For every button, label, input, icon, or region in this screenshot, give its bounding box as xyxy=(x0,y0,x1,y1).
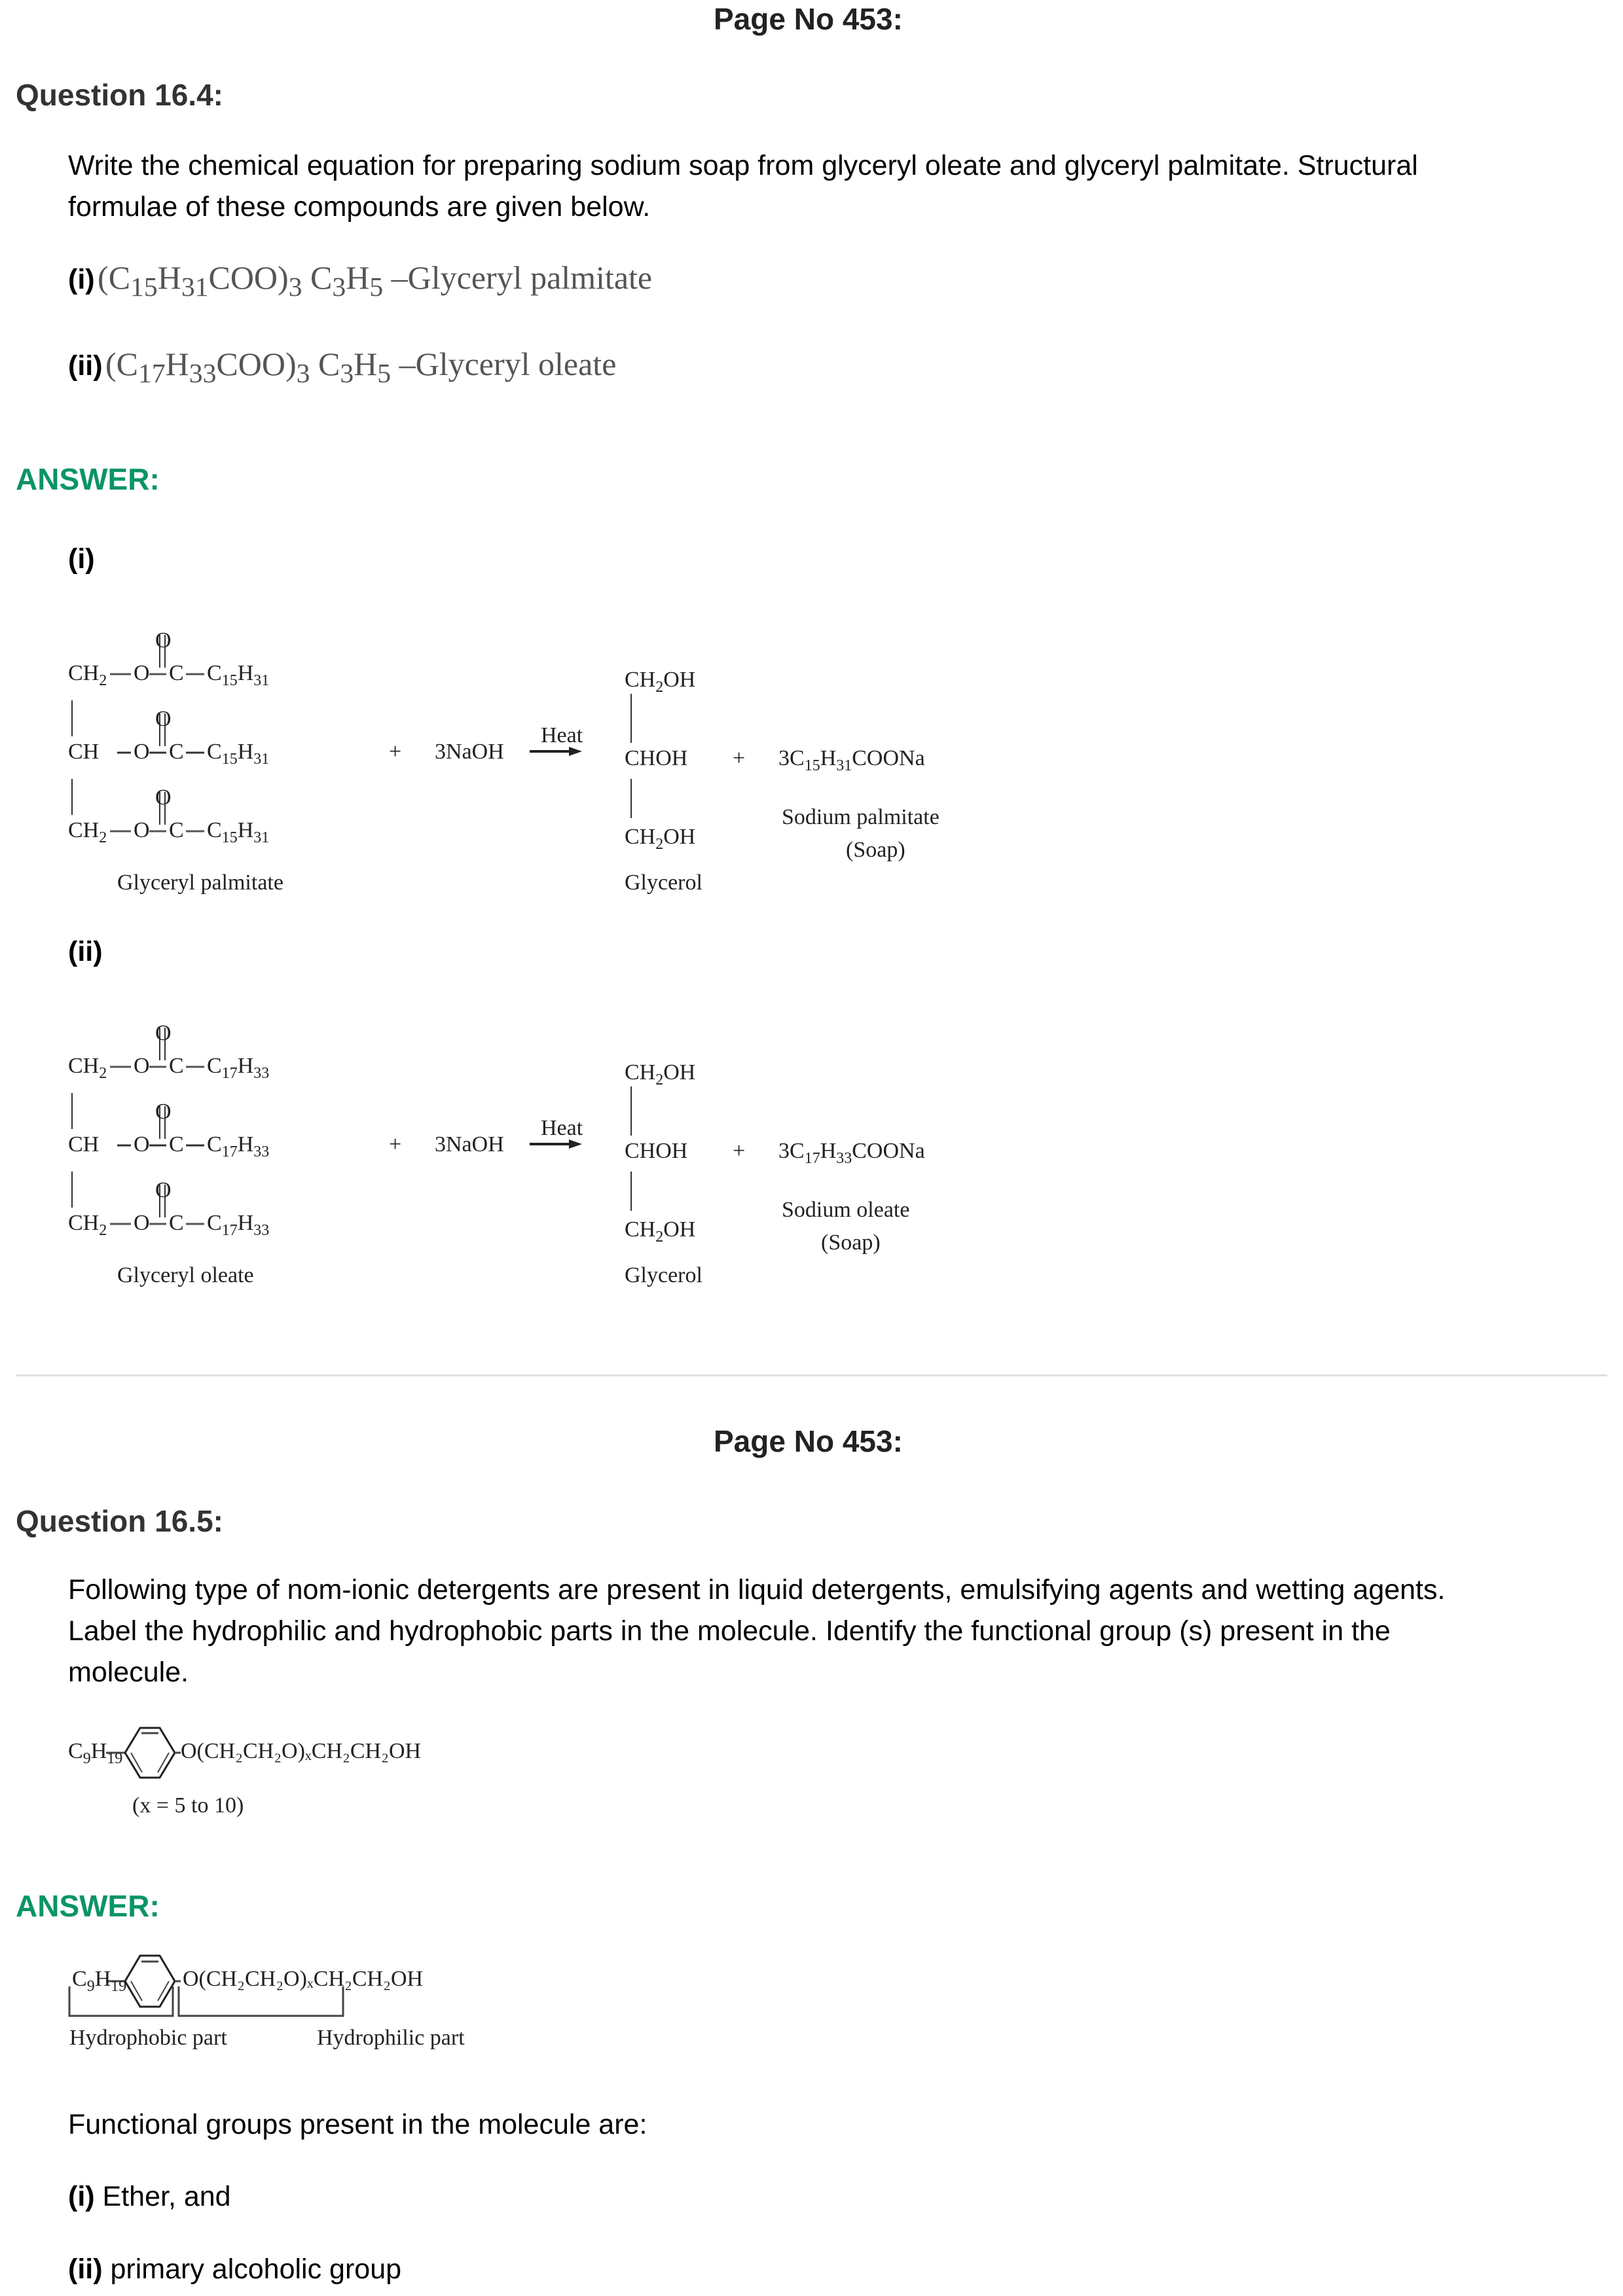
saponification-diagram-oleate: O O O $CH_2$ O C $C_{17}H_{33}$ CH O C $C_{17}H_{33}$ $CH_2$ O C $C_{17}H_{33}$ Glyceryl oleate + 3NaOH Heat $CH_2OH$ CHOH $CH_2OH$ Glycerol + $3C_{17}H_{33}COONa$ Sodium oleate (Soap) xyxy=(68,1001,985,1302)
question-text-line: Label the hydrophilic and hydrophobic parts in the molecule. Identify the functional group (s) present in the xyxy=(68,1615,1391,1647)
reactant-name: Glyceryl palmitate xyxy=(117,870,283,895)
formula-item-1 xyxy=(68,259,652,303)
reaction-condition: Heat xyxy=(541,723,583,747)
labeled-detergent-molecule: $C_9H_{19}$ O(CH₂CH₂O)ₓCH₂CH₂OH Hydrophobic part Hydrophilic part xyxy=(68,1937,592,2068)
formula-label: (ii) xyxy=(68,350,103,382)
question-title: Question 16.5: xyxy=(16,1504,223,1538)
formula-label: (i) xyxy=(68,264,95,295)
product-soap-note: (Soap) xyxy=(846,838,905,862)
answer-label: ANSWER: xyxy=(16,462,160,496)
formula-item-2 xyxy=(68,345,616,389)
question-title: Question 16.4: xyxy=(16,78,223,112)
product-soap-note: (Soap) xyxy=(821,1230,881,1255)
product-soap-name: Sodium palmitate xyxy=(782,805,939,829)
functional-group-item: (ii) primary alcoholic group xyxy=(68,2253,402,2285)
saponification-diagram-palmitate: O O O $CH_2$ O C $C_{15}H_{31}$ CH O C $C_{15}H_{31}$ $CH_2$ O C $C_{15}H_{31}$ Glyceryl palmitate + 3NaOH Heat $CH_2OH$ CHOH $CH_2OH$ Glycerol + $3C_{15}H_{31}COONa$ Sodium palmitate (Soap) xyxy=(68,609,985,910)
product-soap-formula: $3C_{17}H_{33}COONa$ xyxy=(778,1139,925,1167)
question-text-line: molecule. xyxy=(68,1657,189,1688)
answer-label: ANSWER: xyxy=(16,1889,160,1923)
product-glycerol-name: Glycerol xyxy=(625,1263,702,1287)
question-text-line: Write the chemical equation for preparing sodium soap from glyceryl oleate and glyceryl palmitate. Structural xyxy=(68,150,1418,181)
product-glycerol-name: Glycerol xyxy=(625,870,702,895)
page-number-header: Page No 453: xyxy=(714,2,903,36)
functional-group-item: (i) Ether, and xyxy=(68,2181,231,2212)
question-text xyxy=(68,1570,1445,1693)
molecule-note: (x = 5 to 10) xyxy=(132,1793,244,1818)
section-divider xyxy=(16,1374,1607,1376)
detergent-molecule: $C_9H_{19}$ O(CH₂CH₂O)ₓCH₂CH₂OH (x = 5 to 10) xyxy=(68,1712,592,1836)
hydrophobic-label: Hydrophobic part xyxy=(69,2026,227,2050)
reagent: 3NaOH xyxy=(435,1132,504,1157)
formula-glyceryl-palmitate: $(C_{15}H_{31}COO)_3$ $C_3H_5$ –Glyceryl palmitate xyxy=(98,259,653,302)
functional-groups-intro: Functional groups present in the molecule are: xyxy=(68,2109,647,2140)
product-soap-name: Sodium oleate xyxy=(782,1198,910,1222)
reactant-name: Glyceryl oleate xyxy=(117,1263,254,1287)
reaction-label: (ii) xyxy=(68,936,103,967)
page-number-header: Page No 453: xyxy=(714,1424,903,1458)
product-soap-formula: $3C_{15}H_{31}COONa$ xyxy=(778,746,925,774)
reaction-label: (i) xyxy=(68,543,95,575)
question-text xyxy=(68,145,1418,228)
hydrophilic-label: Hydrophilic part xyxy=(317,2026,465,2050)
reaction-condition: Heat xyxy=(541,1116,583,1140)
formula-glyceryl-oleate: $(C_{17}H_{33}COO)_3$ $C_3H_5$ –Glyceryl oleate xyxy=(105,346,617,389)
reagent: 3NaOH xyxy=(435,740,504,764)
question-text-line: formulae of these compounds are given below. xyxy=(68,191,651,223)
question-text-line: Following type of nom-ionic detergents are present in liquid detergents, emulsifying agents and wetting agents. xyxy=(68,1574,1446,1605)
